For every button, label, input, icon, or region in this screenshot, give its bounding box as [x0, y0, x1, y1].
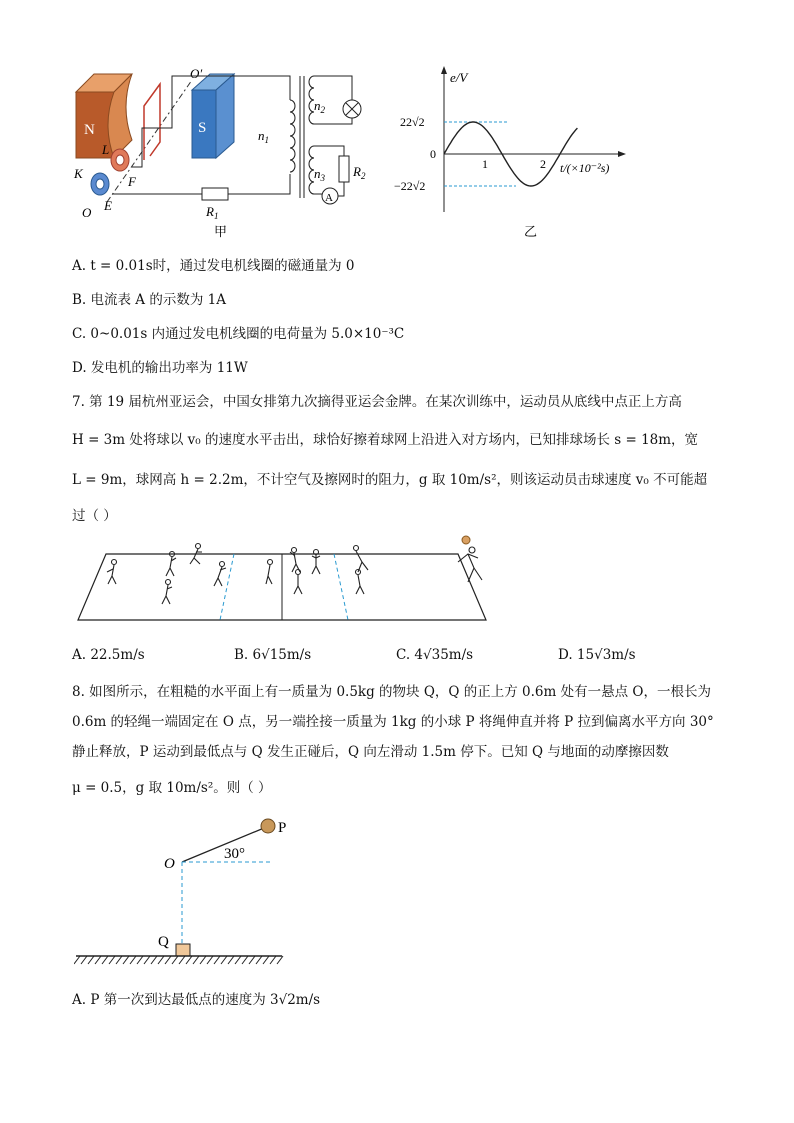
resistor-r2-label: $R_2$ [353, 164, 366, 181]
x-tick-1: 1 [482, 157, 488, 171]
hatch-stroke [277, 956, 283, 964]
q6-option-c: C. 0~0.01s 内通过发电机线圈的电荷量为 5.0×10⁻³C [72, 326, 405, 342]
figure-yi-chart [392, 62, 642, 242]
q7-option-b: B. 6√15m/s [234, 647, 312, 663]
block-q [176, 944, 190, 956]
magnet-s-label: S [198, 120, 207, 136]
attack-line-right [334, 554, 348, 620]
rope-op [182, 828, 264, 862]
hatch-stroke [109, 956, 115, 964]
q7-text-line1: 7. 第 19 届杭州亚运会，中国女排第九次摘得亚运会金牌。在某次训练中，运动员从底线中点正上方高 [72, 394, 682, 410]
magnet-n-label: N [84, 122, 95, 138]
q7-text-line3: L = 9m，球网高 h = 2.2m，不计空气及擦网时的阻力，g 取 10m/s²，则该运动员击球速度 v₀ 不可能超 [72, 472, 708, 488]
q7-text-line2: H = 3m 处将球以 v₀ 的速度水平击出，球恰好擦着球网上沿进入对方场内，已知排球场长 s = 18m，宽 [72, 432, 699, 448]
q7-volleyball-court [76, 532, 496, 624]
brush-f-label: F [128, 174, 136, 189]
brush-e-label: E [104, 198, 112, 213]
resistor-r2 [339, 156, 349, 182]
axis-o-label: O [82, 205, 92, 220]
hatch-stroke [172, 956, 178, 964]
hatch-stroke [214, 956, 220, 964]
hatch-stroke [179, 956, 185, 964]
ammeter-label: A [325, 192, 333, 204]
figure-jia-circuit [62, 62, 382, 242]
q8-pendulum-figure [74, 812, 294, 970]
hatch-stroke [137, 956, 143, 964]
primary-coil [290, 100, 295, 172]
ring-l-label: L [102, 142, 110, 157]
q6-option-d: D. 发电机的输出功率为 11W [72, 360, 248, 376]
q6-option-a: A. t = 0.01s时，通过发电机线圈的磁通量为 0 [72, 258, 355, 274]
hatch-stroke [221, 956, 227, 964]
y-axis-label: e/V [450, 70, 468, 85]
hatch-stroke [158, 956, 164, 964]
q7-text-line4: 过（ ） [72, 508, 117, 524]
hatch-stroke [228, 956, 234, 964]
hatch-stroke [151, 956, 157, 964]
hatch-stroke [116, 956, 122, 964]
resistor-r1-label: $R_1$ [206, 204, 219, 221]
hatch-stroke [81, 956, 87, 964]
hatch-stroke [256, 956, 262, 964]
hatch-stroke [74, 956, 80, 964]
n2-label: $n_2$ [314, 98, 325, 115]
hatch-stroke [263, 956, 269, 964]
hatch-stroke [144, 956, 150, 964]
hatch-stroke [200, 956, 206, 964]
q7-option-d: D. 15√3m/s [558, 647, 636, 663]
hatch-stroke [249, 956, 255, 964]
ring-k-label: K [74, 166, 83, 181]
hatch-stroke [165, 956, 171, 964]
axis-o-prime-label: O′ [190, 66, 203, 81]
n1-label: $n_1$ [258, 128, 269, 145]
angle-label: 30° [224, 846, 245, 862]
x-axis-label: t/(×10⁻²s) [560, 161, 610, 175]
hatch-stroke [102, 956, 108, 964]
hatch-stroke [235, 956, 241, 964]
y-tick-zero: 0 [430, 147, 436, 161]
ball-p [261, 819, 275, 833]
label-q: Q [158, 934, 169, 950]
q8-text-line3: 静止释放，P 运动到最低点与 Q 发生正碰后，Q 向左滑动 1.5m 停下。已知 Q 与地面的动摩擦因数 [72, 744, 669, 760]
q6-option-b: B. 电流表 A 的示数为 1A [72, 292, 226, 308]
hatch-stroke [242, 956, 248, 964]
q8-text-line4: μ = 0.5，g 取 10m/s²。则（ ） [72, 780, 272, 796]
hatch-stroke [95, 956, 101, 964]
coil [144, 84, 160, 160]
q8-option-a: A. P 第一次到达最低点的速度为 3√2m/s [72, 992, 321, 1008]
y-tick-bottom: −22√2 [394, 179, 426, 193]
hatch-stroke [130, 956, 136, 964]
hatch-stroke [193, 956, 199, 964]
hatch-stroke [270, 956, 276, 964]
label-p: P [278, 820, 287, 836]
figure-jia-caption: 甲 [214, 224, 228, 239]
attack-line-left [220, 554, 234, 620]
x-tick-2: 2 [540, 157, 546, 171]
players-group [107, 544, 482, 605]
ground-hatching [74, 956, 283, 964]
volleyball-icon [462, 536, 470, 544]
q8-text-line1: 8. 如图所示，在粗糙的水平面上有一质量为 0.5kg 的物块 Q，Q 的正上方 0.6m 处有一悬点 O，一根长为 [72, 684, 711, 700]
hatch-stroke [186, 956, 192, 964]
q7-option-c: C. 4√35m/s [396, 647, 474, 663]
hatch-stroke [123, 956, 129, 964]
figure-yi-caption: 乙 [524, 224, 538, 239]
q7-option-a: A. 22.5m/s [72, 647, 145, 663]
label-o: O [164, 856, 175, 872]
n3-label: $n_3$ [314, 166, 325, 183]
hatch-stroke [207, 956, 213, 964]
q8-text-line2: 0.6m 的轻绳一端固定在 O 点，另一端拴接一质量为 1kg 的小球 P 将绳伸直并将 P 拉到偏离水平方向 30° [72, 714, 714, 730]
y-tick-top: 22√2 [400, 115, 425, 129]
hatch-stroke [88, 956, 94, 964]
resistor-r1 [202, 188, 228, 200]
